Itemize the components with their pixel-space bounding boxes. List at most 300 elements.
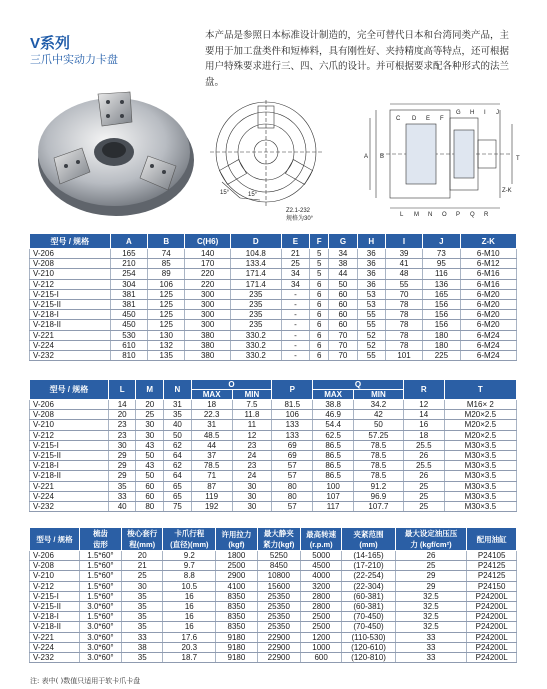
table-cell: 81.5	[272, 400, 313, 410]
table-cell: 25350	[257, 622, 300, 632]
table-cell: 50	[164, 430, 192, 440]
table-cell: 18	[191, 400, 232, 410]
column-header: Z-K	[460, 234, 516, 249]
table-cell: 35	[121, 591, 163, 601]
table-cell: 6-M16	[460, 269, 516, 279]
table-cell: 12	[403, 400, 444, 410]
table-cell: 450	[110, 320, 147, 330]
table-cell: 16	[403, 420, 444, 430]
table-cell: V-208	[30, 561, 80, 571]
table-row	[30, 491, 517, 501]
table-cell: 80	[272, 481, 313, 491]
column-header: MAX	[313, 390, 354, 400]
table-cell: V-215-II	[30, 450, 109, 460]
column-header: Q	[313, 380, 404, 390]
table-row	[30, 481, 517, 491]
table-cell: 1200	[300, 632, 342, 642]
table-row	[30, 350, 517, 360]
table-cell: V-224	[30, 491, 109, 501]
table-cell: V-210	[30, 269, 111, 279]
table-cell: 8350	[216, 601, 258, 611]
table-cell: 30	[136, 430, 164, 440]
table-cell: 380	[185, 330, 230, 340]
table-cell: (22-304)	[342, 581, 395, 591]
table-cell: 2500	[216, 561, 258, 571]
table-cell: -	[281, 320, 309, 330]
header-line: 力 (kgf/cm²)	[410, 540, 452, 549]
table-cell: 25	[121, 571, 163, 581]
column-header: 型号 / 规格	[30, 380, 109, 400]
table-cell: 381	[110, 289, 147, 299]
table-cell: 171.4	[230, 269, 281, 279]
dim-n: N	[428, 212, 433, 218]
table-cell: V-215-II	[30, 601, 80, 611]
table-cell: 37	[191, 450, 232, 460]
column-header	[30, 528, 80, 551]
table-cell: 29	[108, 471, 136, 481]
table-cell: 380	[185, 340, 230, 350]
table-cell: 25350	[257, 601, 300, 611]
dim-j: J	[496, 110, 499, 116]
table-cell: 34	[281, 269, 309, 279]
dimensions-table-1	[29, 233, 517, 361]
table-cell: 180	[423, 330, 460, 340]
table-row	[30, 310, 517, 320]
table-cell: 62	[164, 440, 192, 450]
table-row	[30, 299, 517, 309]
table-cell: 52	[357, 340, 385, 350]
header-line: 最大设定油压压	[404, 529, 458, 538]
header-line: (mm)	[359, 540, 378, 549]
dim-a: A	[364, 154, 369, 160]
table-cell: 40	[108, 501, 136, 511]
table-cell: 36	[357, 269, 385, 279]
table-cell: 23	[232, 461, 272, 471]
table-cell: 86.5	[313, 450, 354, 460]
table-cell: 25350	[257, 591, 300, 601]
table-cell: (22-254)	[342, 571, 395, 581]
table-row	[30, 269, 517, 279]
table-cell: 133	[272, 430, 313, 440]
table-header-row	[30, 234, 517, 249]
table-cell: P24200L	[467, 622, 517, 632]
table-header-row-top	[30, 380, 517, 390]
table-cell: 50	[136, 450, 164, 460]
table-row	[30, 561, 517, 571]
dim-i: I	[484, 110, 486, 116]
table-cell: 104.8	[230, 249, 281, 259]
header-line: 最高转速	[306, 530, 337, 539]
dim-p: P	[456, 212, 461, 218]
table-cell: 1.5*60°	[79, 591, 121, 601]
table-cell: 23	[108, 420, 136, 430]
column-header: N	[164, 380, 192, 400]
table-row	[30, 279, 517, 289]
table-cell: (110-530)	[342, 632, 395, 642]
table-cell: 235	[230, 320, 281, 330]
table-cell: V-206	[30, 400, 109, 410]
table-cell: 235	[230, 310, 281, 320]
table-row	[30, 420, 517, 430]
table-cell: 26	[403, 450, 444, 460]
dim-f: F	[440, 116, 444, 122]
table-cell: 29	[108, 450, 136, 460]
table-cell: M20×2.5	[444, 430, 516, 440]
performance-table	[29, 527, 517, 663]
table-cell: 3.0*60°	[79, 652, 121, 662]
table-cell: 3.0*60°	[79, 632, 121, 642]
dim-g: G	[456, 110, 461, 116]
table-cell: 38.8	[313, 400, 354, 410]
table-cell: P24200L	[467, 591, 517, 601]
table-cell: M30×3.5	[444, 440, 516, 450]
table-cell: P24125	[467, 571, 517, 581]
column-header: I	[385, 234, 422, 249]
table-cell: P24200L	[467, 632, 517, 642]
dim-zk: Z-K	[502, 188, 512, 194]
table-cell: 78	[385, 320, 422, 330]
table-cell: 5250	[257, 551, 300, 561]
dim-b: B	[380, 154, 385, 160]
table-cell: 17.6	[163, 632, 216, 642]
table-cell: 57	[272, 471, 313, 481]
table-cell: 11	[232, 420, 272, 430]
table-cell: 16	[163, 622, 216, 632]
table-cell: 220	[185, 279, 230, 289]
table-cell: 62.5	[313, 430, 354, 440]
table-cell: M30×3.5	[444, 461, 516, 471]
table-cell: 1000	[300, 642, 342, 652]
column-header: T	[444, 380, 516, 400]
table-cell: 30	[121, 581, 163, 591]
table-cell: 29	[395, 581, 467, 591]
column-header: 型号 / 规格	[30, 234, 111, 249]
table-cell: V-221	[30, 632, 80, 642]
table-cell: 55	[357, 320, 385, 330]
table-cell: 117	[313, 501, 354, 511]
table-cell: 180	[423, 340, 460, 350]
table-cell: 71	[191, 471, 232, 481]
table-cell: 55	[357, 310, 385, 320]
table-cell: 36	[357, 259, 385, 269]
table-cell: (120-810)	[342, 652, 395, 662]
table-cell: 96.9	[354, 491, 404, 501]
table-cell: M30×3.5	[444, 491, 516, 501]
table-cell: 23	[108, 430, 136, 440]
column-header: J	[423, 234, 460, 249]
table-cell: 78	[385, 299, 422, 309]
table-cell: 16	[163, 601, 216, 611]
dim-o: O	[442, 212, 447, 218]
table-cell: P24200L	[467, 612, 517, 622]
technical-drawing	[200, 100, 530, 225]
table-cell: 70	[329, 340, 357, 350]
table-cell: 8350	[216, 591, 258, 601]
table-cell: 8350	[216, 612, 258, 622]
column-header: G	[329, 234, 357, 249]
table-cell: 235	[230, 299, 281, 309]
table-row	[30, 410, 517, 420]
table-row	[30, 642, 517, 652]
table-cell: -	[281, 350, 309, 360]
table-cell: 300	[185, 320, 230, 330]
table-cell: 9.7	[163, 561, 216, 571]
table-cell: 25.5	[403, 461, 444, 471]
table-cell: 60	[329, 299, 357, 309]
header-line: 许用拉力	[221, 530, 252, 539]
table-cell: 810	[110, 350, 147, 360]
table-cell: 136	[423, 279, 460, 289]
table-cell: 64	[164, 471, 192, 481]
table-cell: 75	[164, 501, 192, 511]
column-header	[121, 528, 163, 551]
table-cell: 116	[423, 269, 460, 279]
table-cell: 70	[329, 350, 357, 360]
table-cell: 60	[329, 310, 357, 320]
table-cell: 65	[164, 481, 192, 491]
column-header	[395, 528, 467, 551]
table-cell: V-218-II	[30, 471, 109, 481]
column-header: A	[110, 234, 147, 249]
table-cell: 330.2	[230, 350, 281, 360]
table-cell: 36	[357, 249, 385, 259]
table-cell: V-218-I	[30, 461, 109, 471]
table-cell: 25350	[257, 612, 300, 622]
table-cell: (120-610)	[342, 642, 395, 652]
column-header	[163, 528, 216, 551]
table-cell: 25	[403, 491, 444, 501]
table-row	[30, 601, 517, 611]
table-cell: 133	[272, 420, 313, 430]
table-cell: 55	[385, 279, 422, 289]
table-cell: 44	[329, 269, 357, 279]
table-cell: 74	[148, 249, 185, 259]
table-cell: -	[281, 289, 309, 299]
table-cell: 20	[108, 410, 136, 420]
table-cell: V-221	[30, 481, 109, 491]
table-cell: 35	[121, 612, 163, 622]
table-cell: 31	[164, 400, 192, 410]
table-cell: 22900	[257, 642, 300, 652]
table-cell: 91.2	[354, 481, 404, 491]
table-cell: M20×2.5	[444, 420, 516, 430]
column-header: MAX	[191, 390, 232, 400]
table-cell: 6	[310, 289, 329, 299]
table-cell: 30	[108, 440, 136, 450]
table-cell: 107	[313, 491, 354, 501]
table-cell: 220	[185, 269, 230, 279]
header	[0, 0, 547, 228]
table-cell: 133.4	[230, 259, 281, 269]
table-cell: P24200L	[467, 642, 517, 652]
table-cell: 125	[148, 310, 185, 320]
table-cell: 6	[310, 299, 329, 309]
table-cell: 85	[148, 259, 185, 269]
column-header: O	[191, 380, 272, 390]
table-cell: 140	[185, 249, 230, 259]
table-row	[30, 289, 517, 299]
column-header: M	[136, 380, 164, 400]
table-cell: 39	[385, 249, 422, 259]
table-cell: 18	[403, 430, 444, 440]
table-cell: 78	[385, 340, 422, 350]
table-cell: 34	[329, 249, 357, 259]
table-cell: 300	[185, 299, 230, 309]
column-header: MIN	[232, 390, 272, 400]
table-cell: 25	[136, 410, 164, 420]
table-cell: 86.5	[313, 440, 354, 450]
table-cell: 156	[423, 310, 460, 320]
table-cell: 43	[136, 461, 164, 471]
table-row	[30, 249, 517, 259]
table-row	[30, 622, 517, 632]
table-cell: 330.2	[230, 330, 281, 340]
table-cell: 4000	[300, 571, 342, 581]
table-cell: V-212	[30, 279, 111, 289]
table-cell: 57	[272, 501, 313, 511]
column-header: D	[230, 234, 281, 249]
table-cell: V-218-I	[30, 310, 111, 320]
column-header	[467, 528, 517, 551]
table-cell: 530	[110, 330, 147, 340]
column-header: MIN	[354, 390, 404, 400]
table-cell: V-215-I	[30, 440, 109, 450]
table-cell: 24	[232, 471, 272, 481]
table-cell: 15600	[257, 581, 300, 591]
table-cell: 16	[163, 591, 216, 601]
dim-t: T	[516, 156, 520, 162]
table-cell: 7.5	[232, 400, 272, 410]
column-header: P	[272, 380, 313, 400]
header-line: 齿形	[92, 540, 108, 549]
dim-m: M	[414, 212, 419, 218]
table-cell: 70	[385, 289, 422, 299]
table-cell: 9180	[216, 642, 258, 652]
table-cell: 3.0*60°	[79, 601, 121, 611]
series-subtitle: 三爪中实动力卡盘	[30, 53, 118, 66]
table-cell: P24200L	[467, 601, 517, 611]
table-cell: 6-M24	[460, 340, 516, 350]
table-cell: 100	[313, 481, 354, 491]
table-cell: 132	[148, 340, 185, 350]
header-line: 夹紧范围	[353, 530, 384, 539]
table-cell: M30×3.5	[444, 501, 516, 511]
table-cell: 95	[423, 259, 460, 269]
table-cell: 89	[148, 269, 185, 279]
table-cell: 32.5	[395, 591, 467, 601]
table-cell: 5	[310, 269, 329, 279]
table-cell: 31	[191, 420, 232, 430]
table-cell: 9180	[216, 632, 258, 642]
table-cell: 4100	[216, 581, 258, 591]
table-cell: 130	[148, 330, 185, 340]
header-line: 梳齿	[92, 529, 108, 538]
table-cell: 21	[121, 561, 163, 571]
table-cell: P24105	[467, 551, 517, 561]
series-title: V系列	[30, 35, 71, 52]
table-row	[30, 430, 517, 440]
table-cell: 48	[385, 269, 422, 279]
dim-e: E	[426, 116, 431, 122]
table-cell: 6-M16	[460, 279, 516, 289]
table-cell: 33	[108, 491, 136, 501]
table-cell: 9180	[216, 652, 258, 662]
table-cell: V-232	[30, 501, 109, 511]
table-cell: 380	[185, 350, 230, 360]
header-line: 最大静夹	[263, 529, 294, 538]
header-line: (直径)(mm)	[170, 540, 209, 549]
table-cell: V-218-I	[30, 612, 80, 622]
table-cell: 2500	[300, 622, 342, 632]
table-cell: 6-M20	[460, 289, 516, 299]
table-cell: 33	[395, 652, 467, 662]
table-cell: 44	[191, 440, 232, 450]
table-cell: 170	[185, 259, 230, 269]
table-cell: P24150	[467, 581, 517, 591]
table-cell: 10800	[257, 571, 300, 581]
table-cell: 60	[136, 491, 164, 501]
table-cell: 1.5*60°	[79, 581, 121, 591]
table-cell: 23	[232, 440, 272, 450]
table-cell: 50	[136, 471, 164, 481]
table-cell: 73	[423, 249, 460, 259]
table-cell: 53	[357, 299, 385, 309]
table-cell: 6	[310, 279, 329, 289]
table-cell: 78.5	[354, 471, 404, 481]
table-cell: 50	[329, 279, 357, 289]
dim-c: C	[396, 116, 401, 122]
table-cell: 330.2	[230, 340, 281, 350]
footnote: 注: 表中( )数值只适用于软卡爪卡盘	[30, 677, 141, 685]
table-cell: 6	[310, 330, 329, 340]
table-cell: 3200	[300, 581, 342, 591]
table-cell: 33	[121, 632, 163, 642]
table-cell: M30×3.5	[444, 471, 516, 481]
table-cell: 6-M20	[460, 320, 516, 330]
table-cell: 78.5	[354, 440, 404, 450]
table-cell: -	[281, 330, 309, 340]
header-line: 程(mm)	[129, 540, 156, 549]
table-cell: 6	[310, 340, 329, 350]
table-cell: (70-450)	[342, 612, 395, 622]
table-cell: 18.7	[163, 652, 216, 662]
column-header: L	[108, 380, 136, 400]
table-cell: V-215-II	[30, 299, 111, 309]
table-cell: 80	[136, 501, 164, 511]
table-cell: 450	[110, 310, 147, 320]
table-cell: 2900	[216, 571, 258, 581]
table-cell: V-218-II	[30, 320, 111, 330]
table-row	[30, 440, 517, 450]
dim-q: Q	[470, 212, 475, 218]
table-cell: 32.5	[395, 622, 467, 632]
header-line: 梭心套行	[127, 529, 158, 538]
table-cell: 60	[329, 289, 357, 299]
table-header-row	[30, 528, 517, 551]
table-cell: 6-M20	[460, 299, 516, 309]
table-cell: 156	[423, 320, 460, 330]
header-line: (kgf)	[228, 540, 245, 549]
table-cell: 29	[108, 461, 136, 471]
column-header	[342, 528, 395, 551]
table-cell: 1.5*60°	[79, 571, 121, 581]
table-cell: 5	[310, 249, 329, 259]
table-cell: 57	[272, 461, 313, 471]
table-row	[30, 551, 517, 561]
table-cell: 6-M24	[460, 350, 516, 360]
table-cell: (14-165)	[342, 551, 395, 561]
table-cell: 30	[232, 481, 272, 491]
